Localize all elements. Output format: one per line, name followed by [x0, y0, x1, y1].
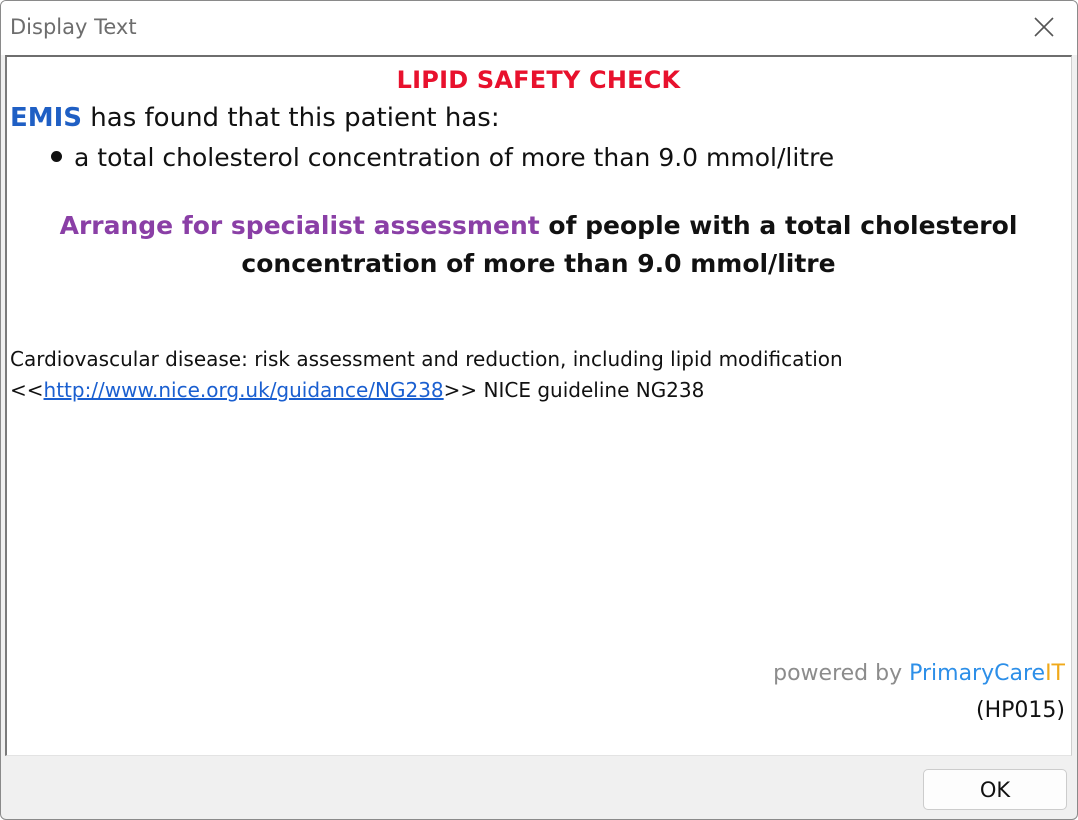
message-panel — [5, 55, 1072, 756]
finding-text: a total cholesterol concentration of more than 9.0 mmol/litre — [74, 143, 835, 172]
alert-heading: LIPID SAFETY CHECK — [396, 66, 681, 94]
ok-button[interactable]: OK — [923, 769, 1067, 810]
close-icon — [1033, 16, 1055, 38]
reference-citation — [10, 375, 843, 406]
recommendation-line-2: concentration of more than 9.0 mmol/litre — [241, 249, 836, 278]
nice-guideline-link[interactable]: http://www.nice.org.uk/guidance/NG238 — [43, 378, 444, 402]
intro-text — [10, 103, 500, 133]
recommendation-line1-rest: of people with a total cholesterol — [539, 211, 1018, 240]
reference-open: << — [10, 378, 44, 402]
reference-close: >> NICE guideline NG238 — [443, 378, 705, 402]
title-bar[interactable] — [1, 1, 1077, 55]
window-title: Display Text — [10, 15, 137, 39]
recommendation-highlight: Arrange for specialist assessment — [59, 211, 540, 240]
close-button[interactable] — [1021, 7, 1067, 47]
reference — [10, 344, 843, 406]
alert-code: (HP015) — [976, 698, 1065, 723]
reference-title: Cardiovascular disease: risk assessment and reduction, including lipid modification — [10, 347, 843, 371]
recommendation-line-1 — [7, 207, 1070, 245]
it-brand-suffix: IT — [1045, 661, 1065, 686]
powered-prefix: powered by — [773, 661, 910, 686]
primarycare-brand: PrimaryCare — [909, 661, 1046, 686]
bullet-icon — [51, 151, 62, 162]
finding-list-item — [51, 143, 834, 172]
powered-by — [773, 661, 1065, 686]
emis-brand: EMIS — [10, 103, 83, 133]
intro-rest: has found that this patient has: — [82, 103, 500, 133]
recommendation — [7, 207, 1070, 283]
